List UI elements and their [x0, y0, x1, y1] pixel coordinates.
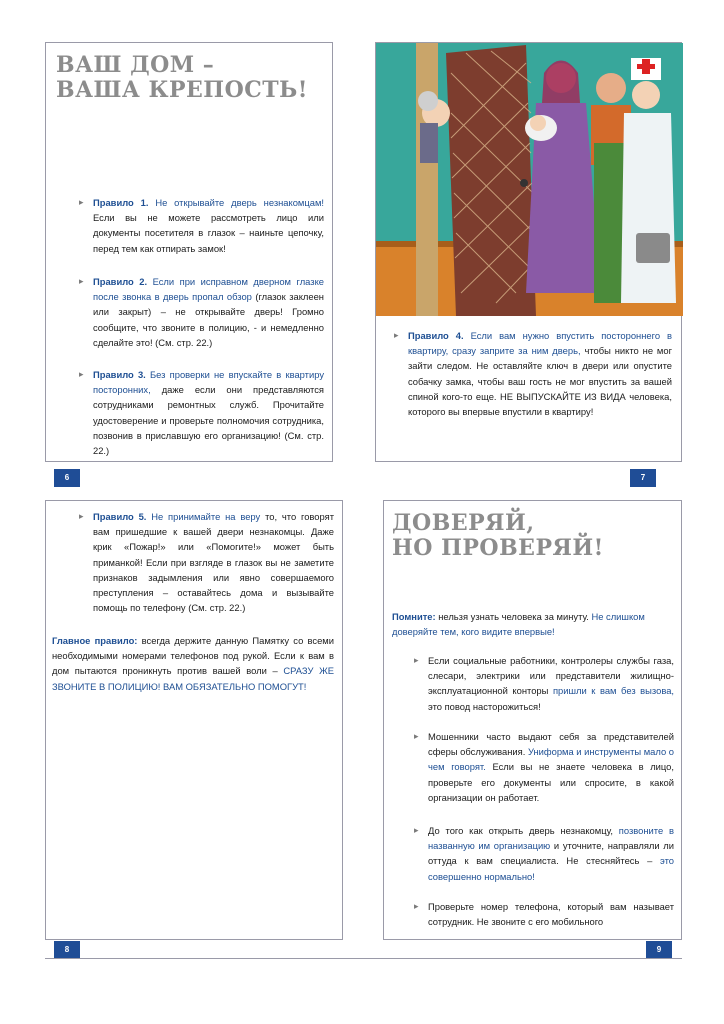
rule-label: Правило 2. — [93, 276, 148, 287]
door-strangers-picture — [376, 43, 683, 316]
bullet-4 — [414, 899, 674, 929]
bullet-highlight-2: это совершенно нормально! — [428, 855, 674, 882]
bullet-text: До того как открыть дверь незнакомцу, — [428, 825, 613, 836]
bottom-divider — [45, 958, 682, 959]
title-line-2: ВАША КРЕПОСТЬ! — [56, 77, 308, 103]
rule-text: даже если они представляются сотрудниками ремонтных служб. Прочитайте удостоверение и проверьте полномочия сотрудника, позвонив в приславшую его организацию! (См. стр. 22.) — [93, 384, 324, 457]
rule-highlight: Если при исправном дверном глазке после звонка в дверь пропал обзор — [93, 276, 324, 303]
rule-text: то, что говорят вам пришедшие к вашей двери незнакомцы. Даже крик «Пожар!» или «Помогите!» может быть приманкой! Если при взгляде в глазок вы не заметите признаков задымления или явно совершаемого преступления – оставайтесь дома и вызывайте помощь по телефону (См. стр. 22.) — [93, 511, 335, 614]
rule-label: Правило 3. — [93, 369, 146, 380]
rule-1 — [79, 195, 324, 256]
main-rule-highlight: СРАЗУ ЖЕ ЗВОНИТЕ В ПОЛИЦИЮ! ВАМ ОБЯЗАТЕЛЬНО ПОМОГУТ! — [52, 665, 334, 692]
triangle-bullet-icon: ▸ — [79, 276, 84, 286]
rule-4 — [394, 328, 672, 419]
bullet-tail: и уточните, направляли ли оттуда к вам специалиста. Не стесняйтесь – — [428, 840, 674, 867]
rule-2 — [79, 274, 324, 350]
intro-highlight: Не слишком доверяйте тем, кого видите впервые! — [392, 611, 645, 638]
triangle-bullet-icon: ▸ — [414, 655, 419, 665]
rule-text: чтобы никто не мог зайти следом. Не оставляйте ключ в двери или опустите собачку замка, чтобы ваш гость не мог впустить за вашей спиной кого-то еще. НЕ ВЫПУСКАЙТЕ ИЗ ВИДА человека, которого вы впервые впустили в квартиру! — [408, 345, 673, 418]
page-7 — [375, 42, 682, 482]
bullet-tail: Если вы не знаете человека в лицо, проверьте его документы или спросите, в какой организации он работает. — [428, 761, 674, 803]
rule-text: (глазок заклеен или закрыт) – не открывайте дверь! Громно сообщите, что звоните в полицию, - и немедленно сделайте это! (См. стр. 22.) — [93, 291, 324, 348]
rule-label: Правило 1. — [93, 197, 149, 208]
rule-highlight: Если вам нужно впустить постороннего в квартиру, сразу заприте за ним дверь, — [408, 330, 673, 357]
page-number: 8 — [54, 941, 80, 959]
bullet-tail: это повод насторожиться! — [428, 700, 541, 712]
rule-highlight: Без проверки не впускайте в квартиру посторонних, — [93, 369, 325, 396]
main-rule-label: Главное правило: — [52, 635, 138, 646]
triangle-bullet-icon: ▸ — [414, 825, 419, 835]
page-title — [56, 53, 308, 103]
page-title — [392, 511, 604, 561]
rule-3 — [79, 367, 324, 458]
title-line-1: ВАШ ДОМ – — [56, 52, 215, 78]
page-9 — [383, 500, 682, 954]
bullet-3 — [414, 823, 674, 884]
title-line-2: НО ПРОВЕРЯЙ! — [392, 535, 604, 561]
triangle-bullet-icon: ▸ — [79, 197, 84, 207]
intro-label: Помните: — [392, 611, 436, 622]
page-number: 7 — [630, 469, 656, 487]
rule-highlight: Не открывайте дверь незнакомцам! — [155, 197, 325, 208]
bullet-text: Проверьте номер телефона, который вам называет сотрудник. Не звоните с его мобильного — [428, 901, 674, 928]
rule-text: Если вы не можете рассмотреть лицо или документы посетителя в глазок – наиньте цепочку, перед тем как отпирать замок! — [93, 212, 324, 254]
bullet-highlight: пришли к вам без вызова, — [552, 685, 675, 697]
bullet-highlight: Униформа и инструменты мало о чем говорят. — [428, 746, 675, 773]
title-line-1: ДОВЕРЯЙ, — [392, 510, 535, 536]
triangle-bullet-icon: ▸ — [414, 901, 419, 911]
rule-5 — [79, 509, 334, 615]
bullet-2 — [414, 729, 674, 805]
triangle-bullet-icon: ▸ — [414, 731, 419, 741]
rule-highlight: Не принимайте на веру — [151, 511, 261, 522]
triangle-bullet-icon: ▸ — [79, 511, 84, 521]
page-number: 9 — [646, 941, 672, 959]
triangle-bullet-icon: ▸ — [394, 330, 399, 340]
bullet-text: Мошенники часто выдают себя за представителей сферы обслуживания. — [428, 731, 674, 758]
rule-label: Правило 5. — [93, 511, 147, 522]
bullet-highlight: позвоните в названную им организацию — [428, 825, 674, 852]
main-rule-text: всегда держите данную Памятку со всеми необходимыми номерами телефонов под рукой. Если к вам в дом пытаются проникнуть против вашей воли – — [52, 635, 334, 677]
intro-text: нельзя узнать человека за минуту. — [438, 611, 589, 622]
intro — [392, 609, 674, 639]
rule-label: Правило 4. — [408, 330, 464, 341]
main-rule — [52, 633, 334, 694]
page-8 — [45, 500, 343, 954]
triangle-bullet-icon: ▸ — [79, 369, 84, 379]
page-6 — [45, 42, 333, 482]
door-illustration — [376, 43, 683, 316]
bullet-text: Если социальные работники, контролеры службы газа, слесари, электрики или представители жилищно-эксплуатационной конторы — [428, 655, 674, 697]
bullet-1 — [414, 653, 674, 714]
page-number: 6 — [54, 469, 80, 487]
